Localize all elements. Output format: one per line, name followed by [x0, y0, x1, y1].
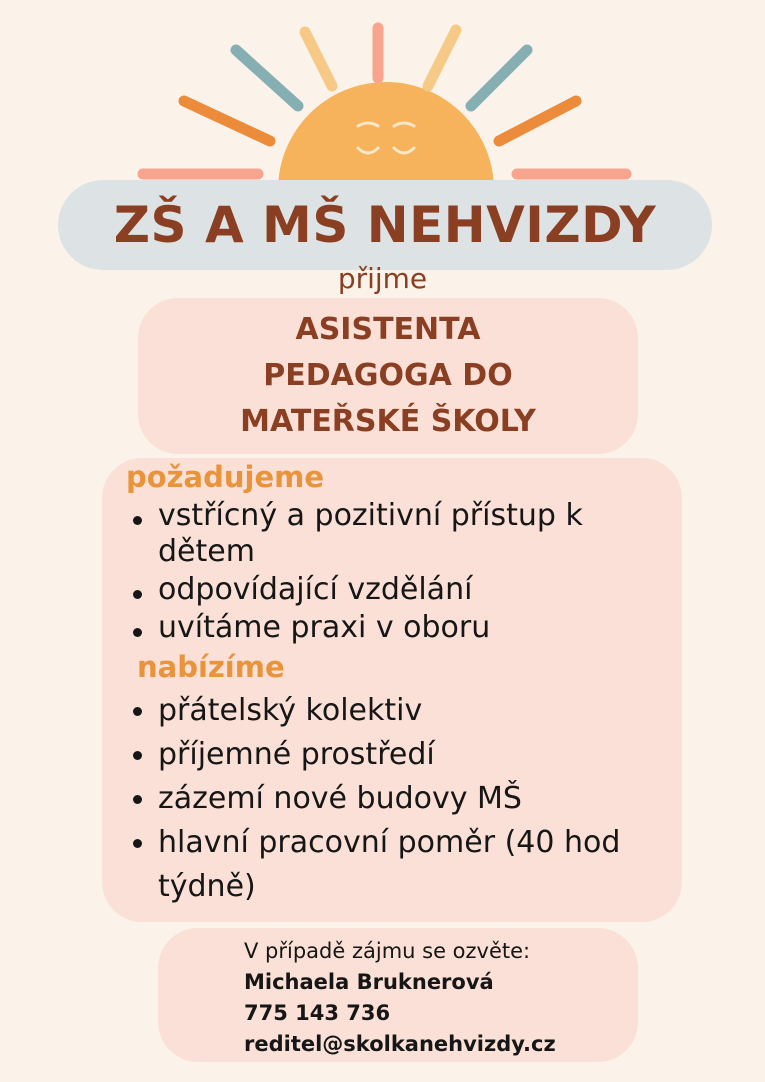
contact-box [158, 928, 638, 1062]
sun-body [278, 82, 494, 190]
list-item: příjemné prostředí [130, 733, 650, 777]
list-item: hlavní pracovní poměr (40 hod týdně) [130, 821, 650, 909]
list-item: vstřícný a pozitivní přístup k dětem [130, 498, 650, 570]
requirements-heading: požadujeme [126, 460, 325, 494]
page-title: ZŠ A MŠ NEHVIZDY [113, 196, 657, 254]
list-item: zázemí nové budovy MŠ [130, 777, 650, 821]
offer-list [130, 689, 650, 909]
sun-ray [471, 50, 527, 106]
sun-ray [305, 32, 332, 86]
subtitle: přijme [337, 262, 428, 295]
list-item: přátelský kolektiv [130, 689, 650, 733]
contact-intro: V případě zájmu se ozvěte: [244, 939, 531, 963]
offer-heading: nabízíme [137, 650, 285, 684]
list-item: odpovídající vzdělání [130, 572, 650, 608]
title-banner [58, 180, 712, 270]
position-box [138, 298, 638, 454]
contact-name: Michaela Bruknerová [244, 970, 494, 994]
requirements-list [130, 498, 650, 648]
contact-email: reditel@skolkanehvizdy.cz [244, 1032, 556, 1056]
sun-ray [236, 50, 298, 106]
position-line: PEDAGOGA DO [263, 358, 513, 393]
contact-phone: 775 143 736 [244, 1001, 391, 1025]
position-line: MATEŘSKÉ ŠKOLY [240, 404, 536, 439]
sun-ray [499, 101, 576, 141]
position-line: ASISTENTA [295, 312, 481, 347]
sun-ray [428, 30, 456, 86]
list-item: uvítáme praxi v oboru [130, 610, 650, 646]
sun-illustration [0, 0, 765, 200]
details-box [102, 458, 682, 922]
sun-ray [184, 101, 270, 141]
